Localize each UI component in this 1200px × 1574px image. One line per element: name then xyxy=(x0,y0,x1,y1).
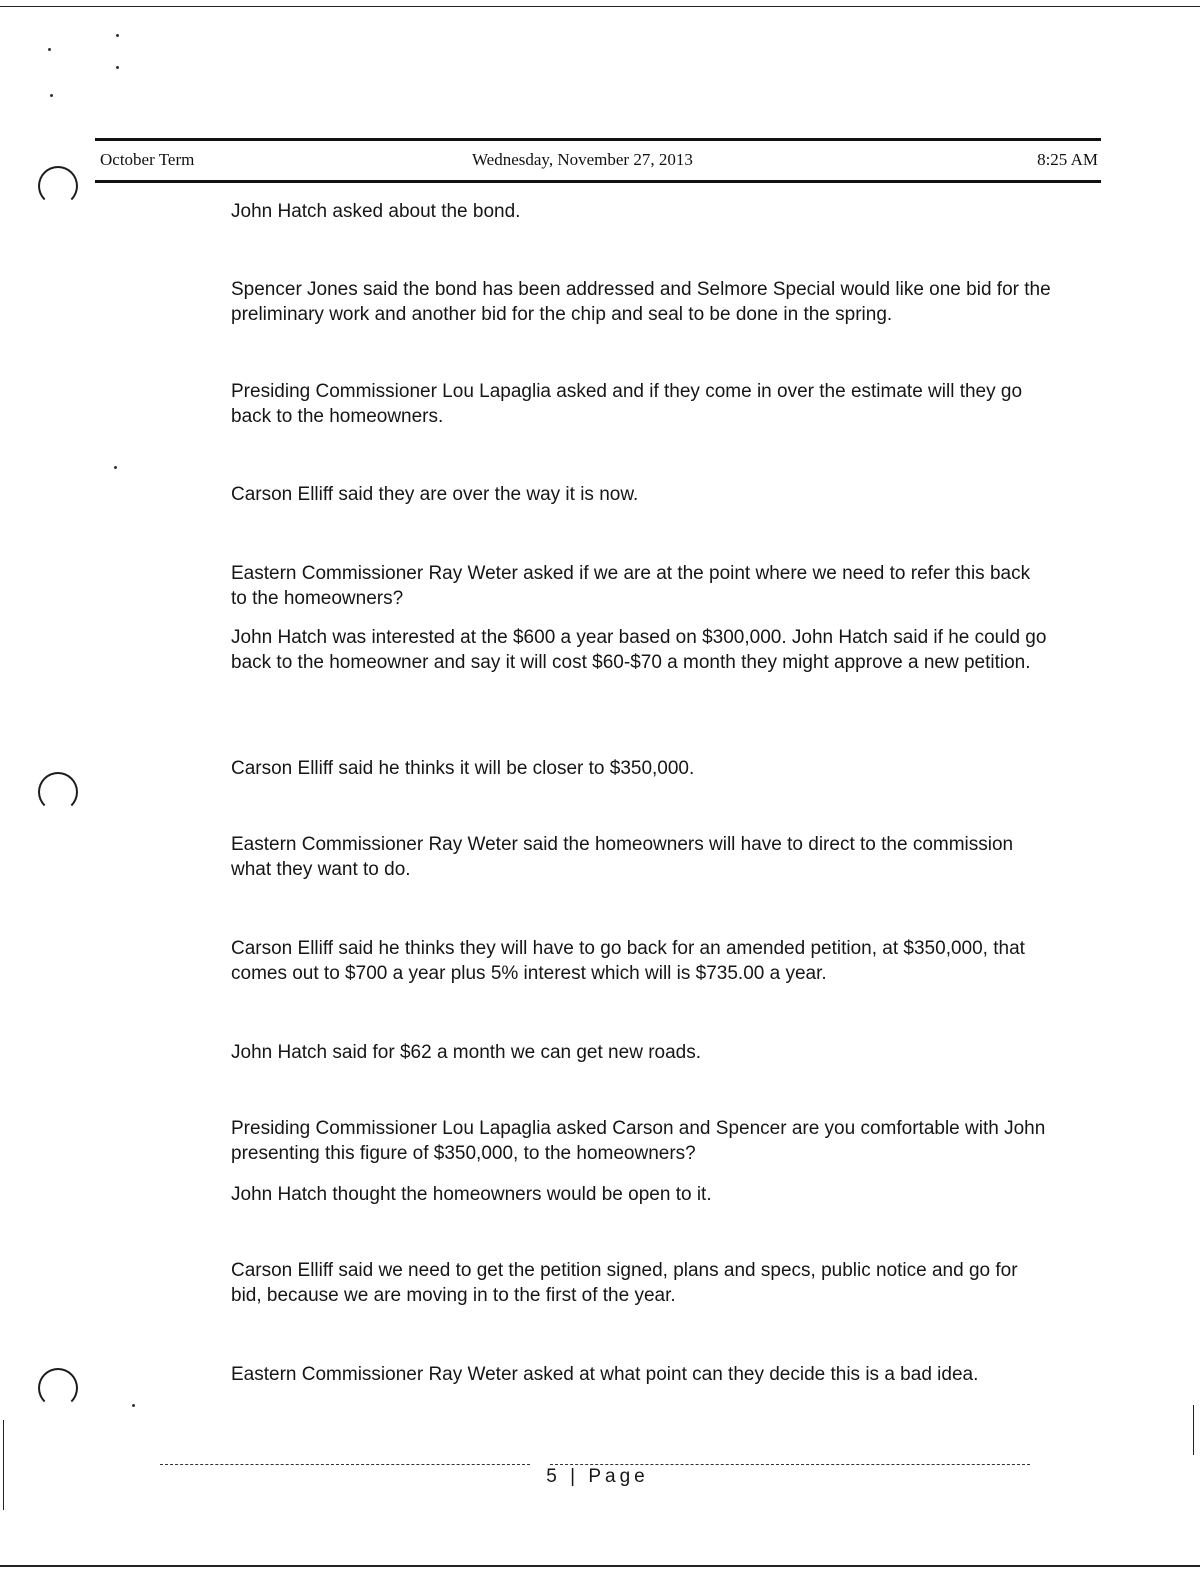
minutes-paragraph: Spencer Jones said the bond has been addressed and Selmore Special would like one bid for the preliminary work and another bid for the chip and seal to be done in the spring. xyxy=(231,279,1051,325)
minutes-paragraph: Eastern Commissioner Ray Weter said the homeowners will have to direct to the commission what they want to do. xyxy=(231,834,1014,880)
scan-edge-left xyxy=(3,1420,4,1510)
header-term: October Term xyxy=(100,150,195,169)
scan-speck xyxy=(116,34,119,37)
header-rule-bottom xyxy=(95,180,1101,183)
binder-hole xyxy=(38,772,78,812)
minutes-paragraph: Carson Elliff said he thinks it will be closer to $350,000. xyxy=(231,758,695,779)
minutes-paragraph: Carson Elliff said he thinks they will have to go back for an amended petition, at $350,000, that comes out to $700 a year plus 5% interest which will is $735.00 a year. xyxy=(231,938,1025,984)
minutes-paragraph: John Hatch was interested at the $600 a year based on $300,000. John Hatch said if he could go back to the homeowner and say it will cost $60-$70 a month they might approve a new petition. xyxy=(231,627,1047,673)
header-rule-top xyxy=(95,138,1101,141)
minutes-paragraph: Eastern Commissioner Ray Weter asked if we are at the point where we need to refer this back to the homeowners? xyxy=(231,563,1031,609)
minutes-paragraph: John Hatch asked about the bond. xyxy=(231,201,521,222)
binder-hole xyxy=(38,1368,78,1408)
scan-edge-right xyxy=(1193,1405,1194,1455)
scan-edge-top xyxy=(0,6,1200,7)
minutes-paragraph: Presiding Commissioner Lou Lapaglia asked and if they come in over the estimate will they go back to the homeowners. xyxy=(231,381,1023,427)
scan-speck xyxy=(114,466,117,469)
minutes-paragraph: Presiding Commissioner Lou Lapaglia asked Carson and Spencer are you comfortable with John presenting this figure of $350,000, to the homeowners? xyxy=(231,1118,1046,1164)
page-number: 5 | Page xyxy=(546,1466,649,1487)
scan-edge-bottom xyxy=(0,1565,1200,1567)
minutes-paragraph: John Hatch thought the homeowners would be open to it. xyxy=(231,1184,712,1205)
minutes-paragraph: Carson Elliff said they are over the way it is now. xyxy=(231,484,639,505)
minutes-paragraph: Eastern Commissioner Ray Weter asked at what point can they decide this is a bad idea. xyxy=(231,1364,979,1385)
minutes-paragraph: Carson Elliff said we need to get the petition signed, plans and specs, public notice and go for bid, because we are moving in to the first of the year. xyxy=(231,1260,1018,1306)
scan-speck xyxy=(116,66,119,69)
scan-speck xyxy=(50,94,53,97)
binder-hole xyxy=(38,166,78,206)
header-date: Wednesday, November 27, 2013 xyxy=(472,150,693,169)
scan-speck xyxy=(132,1404,135,1407)
header-time: 8:25 AM xyxy=(1037,150,1098,169)
scan-speck xyxy=(48,48,51,51)
minutes-paragraph: John Hatch said for $62 a month we can get new roads. xyxy=(231,1042,701,1063)
